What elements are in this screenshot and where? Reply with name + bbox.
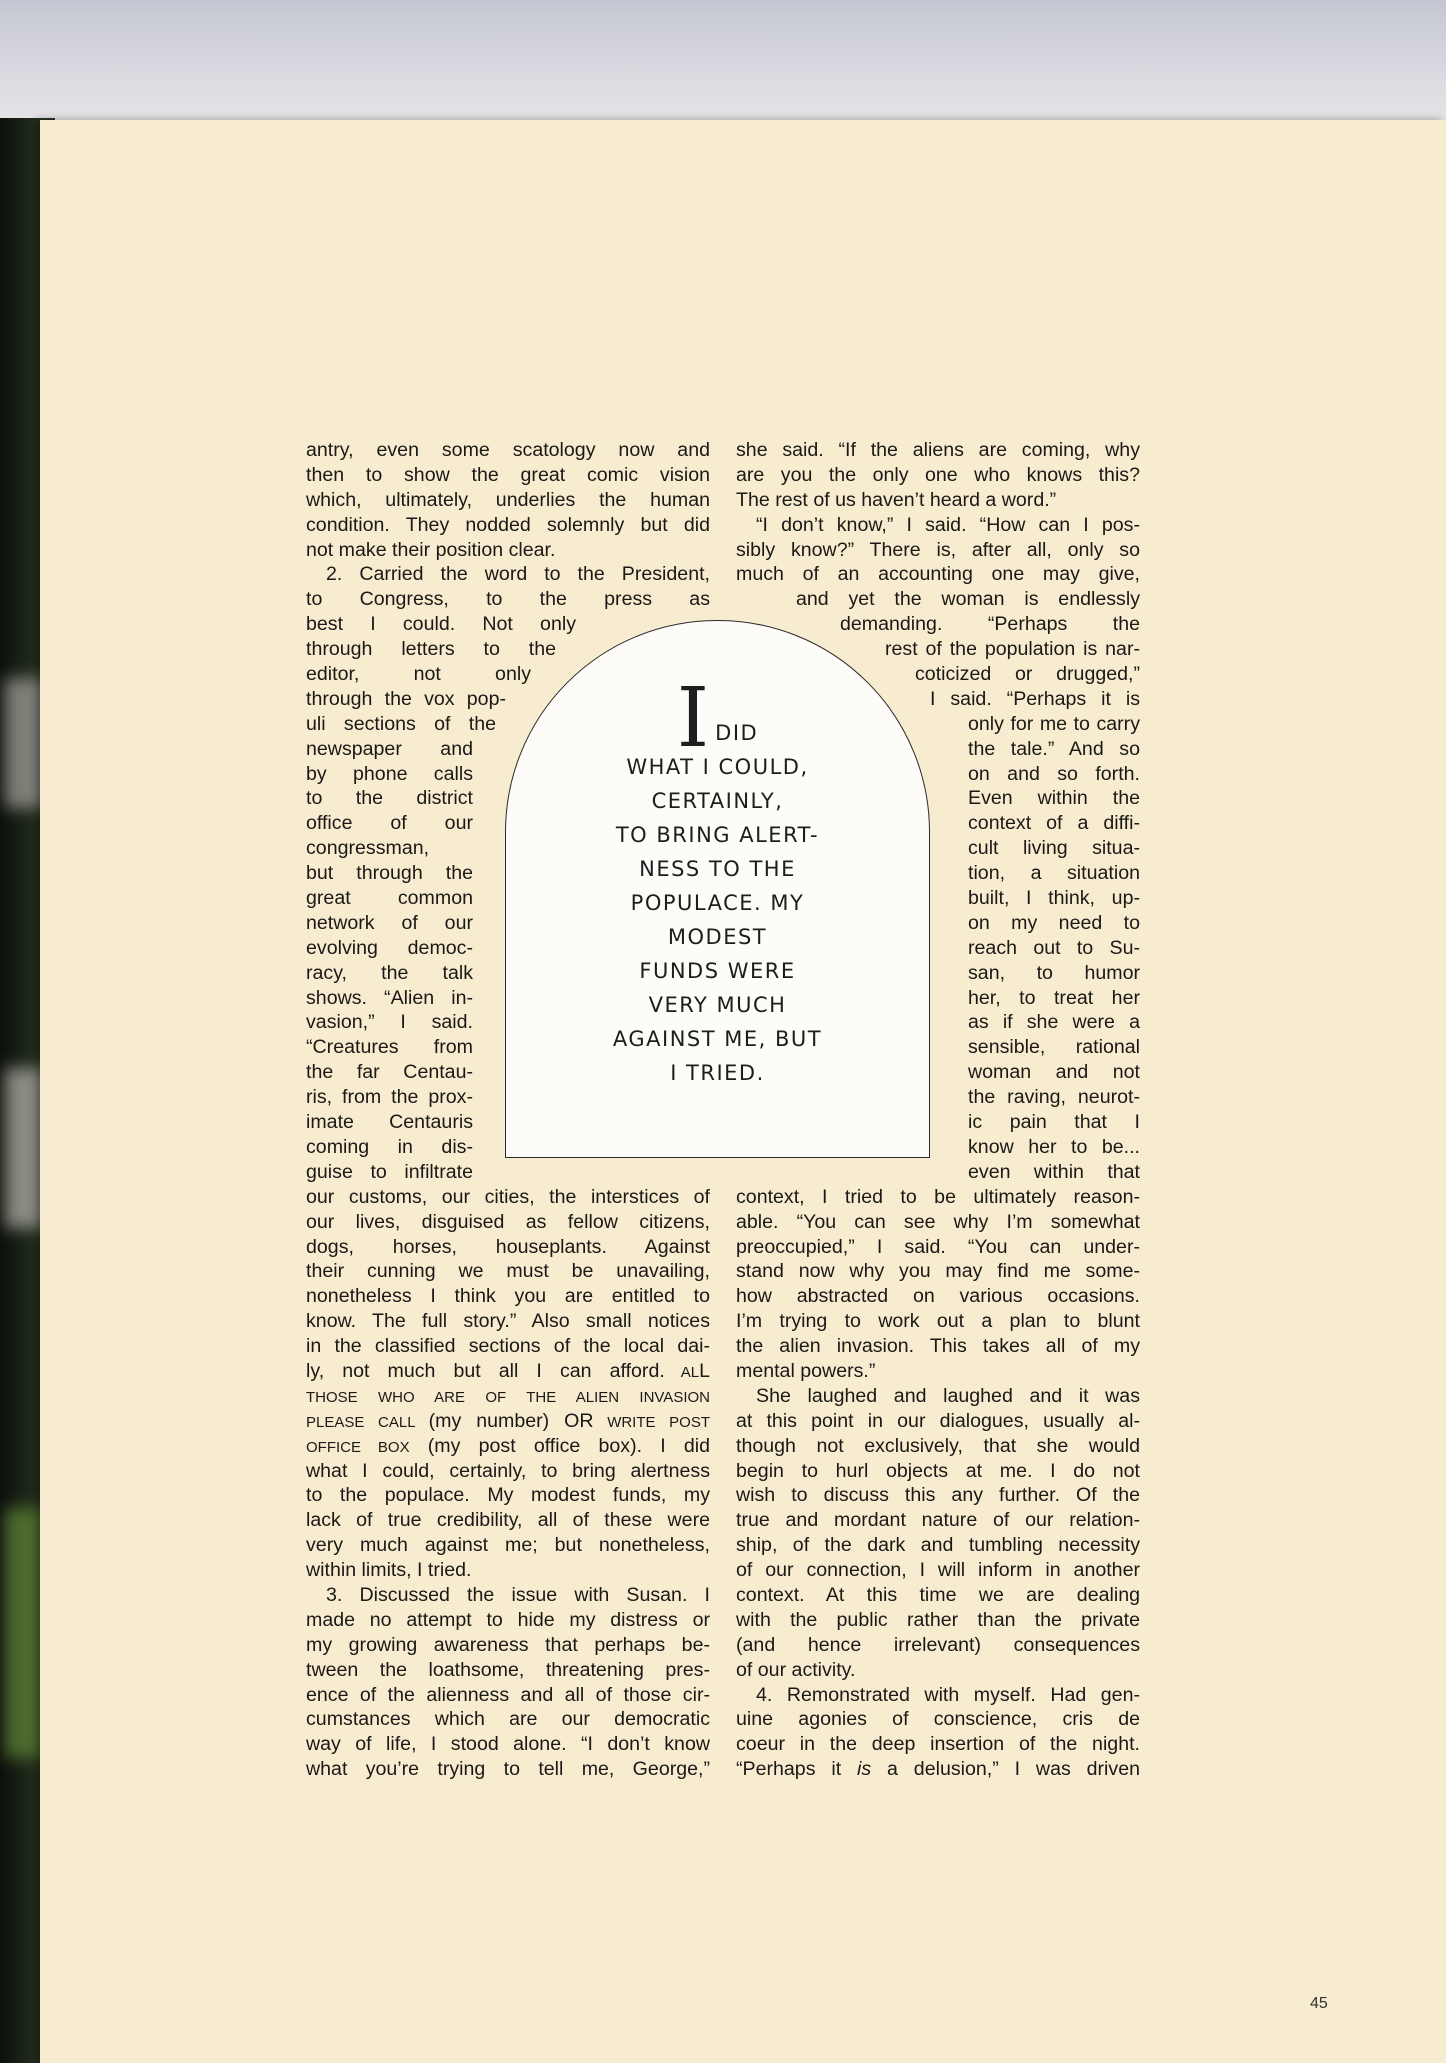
text-line: ly, not much but all I can afford. ALL bbox=[306, 1359, 710, 1382]
text-line: 3. Discussed the issue with Susan. I bbox=[326, 1583, 710, 1606]
scan-top-margin bbox=[0, 0, 1446, 122]
text-line: ence of the alienness and all of those cir- bbox=[306, 1683, 710, 1706]
pull-quote-line: AGAINST ME, BUT bbox=[612, 1027, 823, 1051]
text-line: on my need to bbox=[968, 911, 1140, 934]
page-number: 45 bbox=[1310, 1995, 1328, 2012]
text-line: woman and not bbox=[968, 1061, 1140, 1084]
text-line: coeur in the deep insertion of the night. bbox=[736, 1733, 1140, 1756]
text-line: to the district bbox=[306, 787, 473, 810]
pull-quote-line: POPULACE. MY bbox=[630, 891, 805, 915]
text-line: not make their position clear. bbox=[306, 538, 556, 561]
text-line: through letters to the bbox=[306, 638, 556, 661]
text-line: nonetheless I think you are entitled to bbox=[306, 1285, 710, 1308]
text-line: cult living situa- bbox=[968, 837, 1140, 860]
text-line: 2. Carried the word to the President, bbox=[326, 563, 710, 586]
text-line: condition. They nodded solemnly but did bbox=[306, 513, 710, 536]
text-line: what you’re trying to tell me, George,” bbox=[306, 1758, 710, 1781]
text-line: very much against me; but nonetheless, bbox=[306, 1534, 710, 1557]
text-line: PLEASE CALL (my number) OR WRITE POST bbox=[306, 1409, 710, 1432]
text-line: of our connection, I will inform in another bbox=[736, 1559, 1140, 1582]
text-line: great common bbox=[306, 887, 473, 910]
text-line: made no attempt to hide my distress or bbox=[306, 1608, 710, 1631]
text-line: uli sections of the bbox=[306, 712, 496, 735]
text-line: antry, even some scatology now and bbox=[306, 439, 710, 461]
text-line: to the populace. My modest funds, my bbox=[306, 1484, 710, 1507]
pull-quote-line: WHAT I COULD, bbox=[626, 755, 809, 779]
text-line: as if she were a bbox=[968, 1011, 1140, 1034]
text-line: my growing awareness that perhaps be- bbox=[306, 1633, 710, 1656]
text-line: evolving democ- bbox=[306, 936, 473, 959]
text-line: the alien invasion. This takes all of my bbox=[736, 1335, 1140, 1358]
text-line: our customs, our cities, the interstices of bbox=[306, 1185, 710, 1208]
pull-quote-dropcap: I bbox=[676, 671, 710, 766]
text-line: network of our bbox=[306, 911, 473, 934]
text-line: on and so forth. bbox=[968, 762, 1140, 785]
text-line: Even within the bbox=[968, 787, 1140, 810]
pull-quote-text bbox=[506, 671, 929, 1090]
text-line: how abstracted on various occasions. bbox=[736, 1285, 1140, 1308]
text-line: begin to hurl objects at me. I do not bbox=[736, 1459, 1140, 1482]
pull-quote-line: FUNDS WERE bbox=[639, 959, 796, 983]
text-line: “I don’t know,” I said. “How can I pos- bbox=[756, 513, 1140, 536]
text-line: context. At this time we are dealing bbox=[736, 1583, 1140, 1606]
text-line: at this point in our dialogues, usually al- bbox=[736, 1409, 1140, 1432]
text-line: sensible, rational bbox=[968, 1036, 1140, 1059]
text-line: with the public rather than the private bbox=[736, 1608, 1140, 1631]
text-line: mental powers.” bbox=[736, 1359, 876, 1382]
pull-quote-line: CERTAINLY, bbox=[651, 789, 784, 813]
text-line: imate Centauris bbox=[306, 1111, 473, 1134]
text-line: built, I think, up- bbox=[968, 887, 1140, 910]
text-line: reach out to Su- bbox=[968, 936, 1140, 959]
text-line: shows. “Alien in- bbox=[306, 986, 473, 1009]
text-line: I’m trying to work out a plan to blunt bbox=[736, 1310, 1140, 1333]
pull-quote-line: VERY MUCH bbox=[648, 993, 787, 1017]
pull-quote-line: TO BRING ALERT- bbox=[615, 823, 820, 847]
text-line: I said. “Perhaps it is bbox=[930, 687, 1140, 710]
pull-quote-box bbox=[505, 620, 930, 1158]
text-line: preoccupied,” I said. “You can under- bbox=[736, 1235, 1140, 1258]
pull-quote-line: I TRIED. bbox=[670, 1061, 765, 1085]
text-line: context of a diffi- bbox=[968, 812, 1140, 835]
pull-quote-first-word: DID bbox=[715, 721, 759, 745]
text-line: but through the bbox=[306, 862, 473, 885]
text-line: within limits, I tried. bbox=[306, 1559, 472, 1582]
text-line: guise to infiltrate bbox=[306, 1160, 473, 1183]
text-line: by phone calls bbox=[306, 762, 473, 785]
text-line: then to show the great comic vision bbox=[306, 463, 710, 486]
text-line: know her to be... bbox=[968, 1135, 1140, 1158]
pull-quote-lines bbox=[506, 750, 929, 1090]
text-line: tion, a situation bbox=[968, 862, 1140, 885]
text-line: san, to humor bbox=[968, 961, 1140, 984]
text-line: ship, of the dark and tumbling necessity bbox=[736, 1534, 1140, 1557]
text-line: only for me to carry bbox=[968, 712, 1140, 735]
text-line: context, I tried to be ultimately reason- bbox=[736, 1185, 1140, 1208]
text-line: the far Centau- bbox=[306, 1061, 473, 1084]
text-line: of our activity. bbox=[736, 1658, 856, 1681]
text-line: and yet the woman is endlessly bbox=[796, 588, 1140, 611]
text-line: office of our bbox=[306, 812, 473, 835]
text-line: best I could. Not only bbox=[306, 613, 576, 636]
pull-quote-first-line bbox=[506, 671, 929, 766]
text-line: vasion,” I said. bbox=[306, 1011, 473, 1034]
text-line: what I could, certainly, to bring alertness bbox=[306, 1459, 710, 1482]
text-line: uine agonies of conscience, cris de bbox=[736, 1708, 1140, 1731]
text-line: coming in dis- bbox=[306, 1135, 473, 1158]
text-line: She laughed and laughed and it was bbox=[756, 1384, 1140, 1407]
text-line: wish to discuss this any further. Of the bbox=[736, 1484, 1140, 1507]
text-line: sibly know?” There is, after all, only so bbox=[736, 538, 1140, 561]
text-line: which, ultimately, underlies the human bbox=[306, 488, 710, 511]
text-line: though not exclusively, that she would bbox=[736, 1434, 1140, 1457]
text-line: demanding. “Perhaps the bbox=[840, 613, 1140, 636]
text-line: our lives, disguised as fellow citizens, bbox=[306, 1210, 710, 1233]
text-line: her, to treat her bbox=[968, 986, 1140, 1009]
text-line: know. The full story.” Also small notices bbox=[306, 1310, 710, 1333]
text-line: are you the only one who knows this? bbox=[736, 463, 1140, 486]
text-line: even within that bbox=[968, 1160, 1140, 1183]
text-line: newspaper and bbox=[306, 737, 473, 760]
text-line: coticized or drugged,” bbox=[915, 663, 1140, 686]
text-line: able. “You can see why I’m somewhat bbox=[736, 1210, 1140, 1233]
text-line: OFFICE BOX (my post office box). I did bbox=[306, 1434, 710, 1457]
text-line: the raving, neurot- bbox=[968, 1086, 1140, 1109]
text-line: congressman, bbox=[306, 837, 430, 860]
text-line: in the classified sections of the local dai- bbox=[306, 1335, 710, 1358]
text-line: (and hence irrelevant) consequences bbox=[736, 1633, 1140, 1656]
text-line: 4. Remonstrated with myself. Had gen- bbox=[756, 1683, 1140, 1706]
text-line: racy, the talk bbox=[306, 961, 473, 984]
text-line: rest of the population is nar- bbox=[885, 638, 1140, 661]
text-line: The rest of us haven’t heard a word.” bbox=[736, 488, 1057, 511]
pull-quote-line: NESS TO THE bbox=[639, 857, 796, 881]
pull-quote-line: MODEST bbox=[667, 925, 768, 949]
text-line: editor, not only bbox=[306, 663, 531, 686]
text-line: the tale.” And so bbox=[968, 737, 1140, 760]
text-line: she said. “If the aliens are coming, why bbox=[736, 439, 1140, 461]
text-line: lack of true credibility, all of these were bbox=[306, 1509, 710, 1532]
text-line: much of an accounting one may give, bbox=[736, 563, 1140, 586]
text-line: to Congress, to the press as bbox=[306, 588, 710, 611]
text-line: “Perhaps it is a delusion,” I was driven bbox=[736, 1758, 1140, 1781]
text-line: “Creatures from bbox=[306, 1036, 473, 1059]
text-line: dogs, horses, houseplants. Against bbox=[306, 1235, 710, 1258]
text-line: stand now why you may find me some- bbox=[736, 1260, 1140, 1283]
text-line: cumstances which are our democratic bbox=[306, 1708, 710, 1731]
text-line: tween the loathsome, threatening pres- bbox=[306, 1658, 710, 1681]
text-line: ris, from the prox- bbox=[306, 1086, 473, 1109]
text-line: their cunning we must be unavailing, bbox=[306, 1260, 710, 1283]
text-line: through the vox pop- bbox=[306, 687, 506, 710]
text-line: true and mordant nature of our relation- bbox=[736, 1509, 1140, 1532]
text-line: way of life, I stood alone. “I don’t know bbox=[306, 1733, 710, 1756]
text-line: ic pain that I bbox=[968, 1111, 1140, 1134]
text-line: THOSE WHO ARE OF THE ALIEN INVASION bbox=[306, 1388, 710, 1406]
